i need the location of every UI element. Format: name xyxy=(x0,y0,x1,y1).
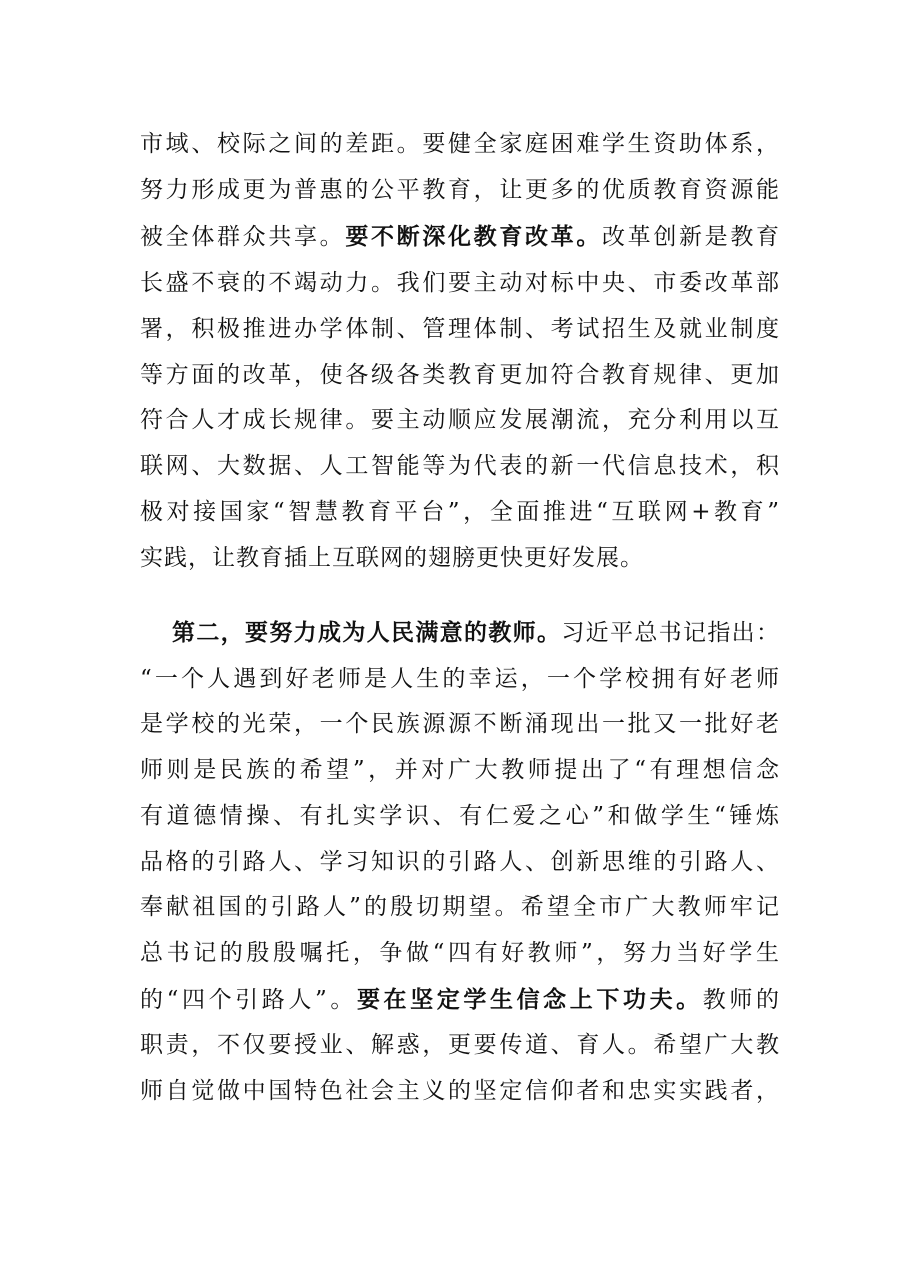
text-line: 长盛不衰的不竭动力。我们要主动对标中央、市委改革部 xyxy=(140,269,780,296)
text-line: 是学校的光荣，一个民族源源不断涌现出一批又一批好老 xyxy=(140,711,780,738)
text-line: “一个人遇到好老师是人生的幸运，一个学校拥有好老师 xyxy=(140,665,780,692)
text-line: 符合人才成长规律。要主动顺应发展潮流，充分利用以互 xyxy=(140,407,780,434)
text-line: 师自觉做中国特色社会主义的坚定信仰者和忠实实践者， xyxy=(140,1078,780,1105)
text-line: 极对接国家“智慧教育平台”，全面推进“互联网+教育” xyxy=(140,499,780,526)
text-line: 努力形成更为普惠的公平教育，让更多的优质教育资源能 xyxy=(140,176,780,203)
text-line: 总书记的殷殷嘱托，争做“四有好教师”，努力当好学生 xyxy=(140,939,780,966)
text-line: 署，积极推进办学体制、管理体制、考试招生及就业制度 xyxy=(140,315,780,342)
text-line: 奉献祖国的引路人”的殷切期望。希望全市广大教师牢记 xyxy=(140,894,780,921)
text-line: 职责，不仅要授业、解惑，更要传道、育人。希望广大教 xyxy=(140,1032,780,1059)
text-line: 第二，要努力成为人民满意的教师。习近平总书记指出： xyxy=(172,619,781,646)
text-line: 的“四个引路人”。要在坚定学生信念上下功夫。教师的 xyxy=(140,985,781,1013)
bold-heading-deepen-reform: 要不断深化教育改革。 xyxy=(345,222,603,250)
paragraph-teachers xyxy=(140,610,780,1115)
text-line: 等方面的改革，使各级各类教育更加符合教育规律、更加 xyxy=(140,361,780,388)
text-line: 有道德情操、有扎实学识、有仁爱之心”和做学生“锤炼 xyxy=(140,802,780,829)
paragraph-education-reform xyxy=(140,122,780,582)
bold-heading-satisfied-teachers: 第二，要努力成为人民满意的教师。 xyxy=(172,619,562,646)
text-line: 联网、大数据、人工智能等为代表的新一代信息技术，积 xyxy=(140,453,780,480)
bold-heading-student-beliefs: 要在坚定学生信念上下功夫。 xyxy=(356,985,703,1013)
text-line: 被全体群众共享。要不断深化教育改革。改革创新是教育 xyxy=(140,222,781,250)
text-line: 品格的引路人、学习知识的引路人、创新思维的引路人、 xyxy=(140,848,780,875)
text-line: 实践，让教育插上互联网的翅膀更快更好发展。 xyxy=(140,545,644,572)
text-line: 市域、校际之间的差距。要健全家庭困难学生资助体系， xyxy=(140,131,780,157)
text-line: 师则是民族的希望”，并对广大教师提出了“有理想信念 xyxy=(140,757,780,784)
